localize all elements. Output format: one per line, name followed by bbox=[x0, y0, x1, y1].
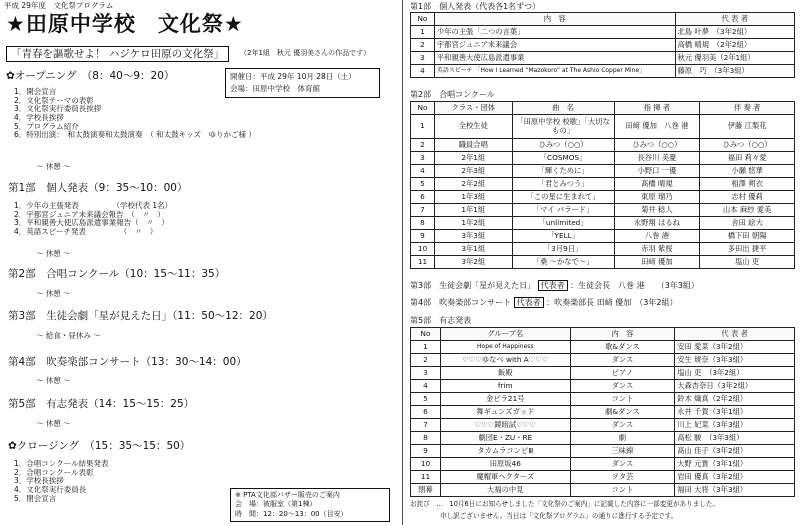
rest-label: ～ 休憩 ～ bbox=[36, 376, 71, 385]
cell: 8 bbox=[411, 217, 435, 230]
r-part2-heading: 第2部 合唱コンクール bbox=[410, 90, 495, 99]
cell: 多田出 捷平 bbox=[700, 243, 795, 256]
cell: 2 bbox=[411, 139, 435, 152]
table-row bbox=[411, 367, 795, 380]
pta-bazaar-box bbox=[230, 488, 390, 522]
cell: 7 bbox=[411, 419, 441, 432]
col-header: No bbox=[411, 102, 435, 115]
table-row bbox=[411, 484, 795, 497]
cell: 藤原 巧 （3年3組） bbox=[675, 65, 795, 78]
rest-label: ～ 休憩 ～ bbox=[36, 162, 71, 171]
cell: ♡♡♡ゆなぺ with A♡♡♡ bbox=[440, 354, 570, 367]
part2-heading: 第2部 合唱コンクール（10：15～11：35） bbox=[8, 268, 226, 280]
individual-table bbox=[410, 12, 795, 78]
cell: 8 bbox=[411, 432, 441, 445]
cell: 1年2組 bbox=[434, 217, 512, 230]
cell: 小瀬 悠華 bbox=[700, 165, 795, 178]
col-header: 内 容 bbox=[434, 13, 675, 26]
table-row bbox=[411, 65, 795, 78]
list-item: 3．平和親善大使広島派遣事業報告（ 〃 ） bbox=[14, 218, 169, 228]
cell: 田﨑 優加 八巻 港 bbox=[614, 115, 700, 139]
cell: 6 bbox=[411, 191, 435, 204]
col-header: クラス・団体 bbox=[434, 102, 512, 115]
list-item: 4．英語スピーチ発表 （ 〃 ） bbox=[14, 226, 158, 236]
table-row bbox=[411, 341, 795, 354]
cell: コント bbox=[570, 393, 675, 406]
cell: 飯殿 bbox=[440, 367, 570, 380]
cell: ひみつ（○○） bbox=[700, 139, 795, 152]
cell: 少年の主張「二つの言葉」 bbox=[434, 26, 675, 39]
col-header: 曲 名 bbox=[512, 102, 614, 115]
cell: 髙橋 晴規 bbox=[614, 178, 700, 191]
rest-label: ～ 休憩 ～ bbox=[36, 249, 71, 258]
cell: タカムラコンビⅢ bbox=[440, 445, 570, 458]
cell: ダンス bbox=[570, 419, 675, 432]
r-part4-value: ：吹奏楽部長 田﨑 優加 （3年2組） bbox=[546, 298, 678, 307]
cell: 2 bbox=[411, 354, 441, 367]
cell: 志村 優莉 bbox=[700, 191, 795, 204]
table-row bbox=[411, 230, 795, 243]
page-title: ★田原中学校 文化祭★ bbox=[6, 12, 244, 36]
table-row bbox=[411, 406, 795, 419]
cell: 福田 莉々愛 bbox=[700, 152, 795, 165]
cell: 「この星に生まれて」 bbox=[512, 191, 614, 204]
cell: 相澤 朔衣 bbox=[700, 178, 795, 191]
r-part3-label: 第3部 生徒会劇「星が見えた日」 bbox=[410, 281, 536, 290]
cell: ダンス bbox=[570, 380, 675, 393]
cell: 3 bbox=[411, 152, 435, 165]
cell: 「田原中学校 校歌」「大切なもの」 bbox=[512, 115, 614, 139]
column-divider bbox=[402, 0, 403, 525]
r-part4-label: 第4部 吹奏楽部コンサート bbox=[410, 298, 512, 307]
cell: 1年1組 bbox=[434, 204, 512, 217]
cell: 舎田 絵大 bbox=[700, 217, 795, 230]
cell: 山本 麻紗 愛美 bbox=[700, 204, 795, 217]
cell: 小野口 一優 bbox=[614, 165, 700, 178]
table-row bbox=[411, 432, 795, 445]
cell: 4 bbox=[411, 380, 441, 393]
cell: 大森杏奈日（3年2組） bbox=[675, 380, 795, 393]
representative-tag: 代表者 bbox=[514, 297, 544, 308]
cell: 菊井 稔人 bbox=[614, 204, 700, 217]
list-item: 1．開会宣言 bbox=[14, 87, 57, 96]
cell: 大野 元貴（3年1組） bbox=[675, 458, 795, 471]
closing-heading: ✿クロージング （15：35～15：50） bbox=[8, 440, 191, 452]
cell: 「マイ バラード」 bbox=[512, 204, 614, 217]
cell: 長谷川 美憂 bbox=[614, 152, 700, 165]
r-part3-line bbox=[410, 281, 699, 290]
cell: 鈴木 熾真（2年2組） bbox=[675, 393, 795, 406]
cell: 「unlimited」 bbox=[512, 217, 614, 230]
cell: 2年2組 bbox=[434, 178, 512, 191]
cell: 閉幕 bbox=[411, 484, 441, 497]
table-row bbox=[411, 115, 795, 139]
list-item: 2．合唱コンクール表彰 bbox=[14, 467, 94, 477]
cell: 全校生徒 bbox=[434, 115, 512, 139]
cell: 大福の中見 bbox=[440, 484, 570, 497]
bazaar-place: 会 場：被服室（第1棟） bbox=[235, 500, 317, 509]
cell: 田﨑 優加 bbox=[614, 256, 700, 269]
cell: 劇 bbox=[570, 432, 675, 445]
cell: frim bbox=[440, 380, 570, 393]
cell: 八巻 港 bbox=[614, 230, 700, 243]
cell: 劇&ダンス bbox=[570, 406, 675, 419]
cell: 10 bbox=[411, 243, 435, 256]
cell: 3 bbox=[411, 367, 441, 380]
cell: 「3月9日」 bbox=[512, 243, 614, 256]
cell: 歌&ダンス bbox=[570, 341, 675, 354]
cell: 3年1組 bbox=[434, 243, 512, 256]
col-header: 代 表 者 bbox=[675, 328, 795, 341]
table-row bbox=[411, 139, 795, 152]
cell: 安生 琥奈（3年3組） bbox=[675, 354, 795, 367]
table-row bbox=[411, 380, 795, 393]
cell: 5 bbox=[411, 393, 441, 406]
cell: 2年1組 bbox=[434, 152, 512, 165]
cell: ひみつ（○○） bbox=[614, 139, 700, 152]
table-row bbox=[411, 471, 795, 484]
col-header: 指 揮 者 bbox=[614, 102, 700, 115]
cell: 東原 瑠乃 bbox=[614, 191, 700, 204]
cell: 高松 駿 （3年3組） bbox=[675, 432, 795, 445]
table-row bbox=[411, 39, 795, 52]
table-row bbox=[411, 152, 795, 165]
cell: 川上 妃菜（3年3組） bbox=[675, 419, 795, 432]
part1-list bbox=[14, 202, 172, 237]
cell: 2 bbox=[411, 39, 435, 52]
cell: 7 bbox=[411, 204, 435, 217]
cell: 6 bbox=[411, 406, 441, 419]
cell: 「輝くために」 bbox=[512, 165, 614, 178]
apology-note-2: 申し訳ございません。当日は「文化祭プログラム」の通りに進行する予定です。 bbox=[440, 512, 678, 520]
cell: 三味線 bbox=[570, 445, 675, 458]
table-row bbox=[411, 243, 795, 256]
table-row bbox=[411, 217, 795, 230]
cell: 「COSMOS」 bbox=[512, 152, 614, 165]
cell: 9 bbox=[411, 230, 435, 243]
list-item: 5．閉会宣言 bbox=[14, 493, 57, 503]
r-part5-heading: 第5部 有志発表 bbox=[410, 316, 472, 325]
cell: 「桑 ～かなで～」 bbox=[512, 256, 614, 269]
cell: 4 bbox=[411, 65, 435, 78]
rest-label: ～ 給食・昼休み ～ bbox=[36, 331, 101, 340]
cell: ヲタ芸 bbox=[570, 471, 675, 484]
cell: 髙山 佳子（3年2組） bbox=[675, 445, 795, 458]
cell: 永井 千賀（3年1組） bbox=[675, 406, 795, 419]
table-row bbox=[411, 354, 795, 367]
list-item: 3．学校長挨拶 bbox=[14, 476, 64, 486]
cell: 橋下田 朝陽 bbox=[700, 230, 795, 243]
table-row bbox=[411, 52, 795, 65]
table-row bbox=[411, 191, 795, 204]
cell: 塩山 吏 bbox=[700, 256, 795, 269]
table-row bbox=[411, 419, 795, 432]
event-date: 開催日：平成 29年 10月 28日（土） bbox=[230, 72, 356, 81]
program-year-label: 平成 29年度 文化祭プログラム bbox=[4, 1, 114, 10]
cell: 3年2組 bbox=[434, 256, 512, 269]
list-item: 4．学校長挨拶 bbox=[14, 112, 64, 122]
cell: 11 bbox=[411, 256, 435, 269]
cell: 田原坂46 bbox=[440, 458, 570, 471]
opening-heading: ✿オープニング （8：40～9：20） bbox=[6, 70, 175, 82]
cell: 塩山 吏 （3年2組） bbox=[675, 367, 795, 380]
cell: 魔帽軍ヘクターズ bbox=[440, 471, 570, 484]
r-part3-value: ：生徒会長 八巻 港 （3年3組） bbox=[570, 281, 699, 290]
cell: 福田 大将（3年3組） bbox=[675, 484, 795, 497]
cell: ダンス bbox=[570, 458, 675, 471]
cell: 「君とみつう」 bbox=[512, 178, 614, 191]
table-row bbox=[411, 204, 795, 217]
table-row bbox=[411, 165, 795, 178]
list-item: 3．文化祭実行委員長挨拶 bbox=[14, 104, 102, 114]
bazaar-title: ※ PTA文化部バザー販売のご案内 bbox=[235, 491, 340, 499]
table-row bbox=[411, 458, 795, 471]
cell: 赤羽 紫桜 bbox=[614, 243, 700, 256]
cell: 10 bbox=[411, 458, 441, 471]
cell: ひみつ（○○） bbox=[512, 139, 614, 152]
list-item: 2．宇都宮ジュニア未来議会報告 （ 〃 ） bbox=[14, 209, 165, 219]
apology-note-1: お詫び … 10月6日にお知らせしました「文化祭のご案内」に記載した内容に一部変更がありました。 bbox=[410, 500, 720, 508]
cell: 英語スピーチ 「How I Learned “Mazokoro” at The Ashio Copper Mine」 bbox=[434, 65, 675, 78]
cell: 2年3組 bbox=[434, 165, 512, 178]
cell: コント bbox=[570, 484, 675, 497]
r-part4-line bbox=[410, 298, 677, 307]
table-row bbox=[411, 445, 795, 458]
cell: ダンス bbox=[570, 354, 675, 367]
col-header: No bbox=[411, 328, 441, 341]
cell: 高橋 晴規 （2年2組） bbox=[675, 39, 795, 52]
cell: 平和親善大使広島派遣事業 bbox=[434, 52, 675, 65]
part5-heading: 第5部 有志発表（14：15～15：25） bbox=[8, 398, 195, 410]
cell: 「YELL」 bbox=[512, 230, 614, 243]
part1-heading: 第1部 個人発表（9：35～10：00） bbox=[8, 182, 188, 194]
cell: 9 bbox=[411, 445, 441, 458]
cell: 岩田 優真（3年2組） bbox=[675, 471, 795, 484]
part3-heading: 第3部 生徒会劇「星が見えた日」（11：50～12：20） bbox=[8, 310, 273, 322]
cell: 宇都宮ジュニア未来議会 bbox=[434, 39, 675, 52]
event-venue: 会場：田原中学校 体育館 bbox=[230, 84, 320, 93]
cell: 3年3組 bbox=[434, 230, 512, 243]
cell: Hope of Happiness bbox=[440, 341, 570, 354]
col-header: 代 表 者 bbox=[675, 13, 795, 26]
cell: 劇団E・ZU・RE bbox=[440, 432, 570, 445]
col-header: 内 容 bbox=[570, 328, 675, 341]
col-header: グループ名 bbox=[440, 328, 570, 341]
rest-label: ～ 休憩 ～ bbox=[36, 289, 71, 298]
closing-list bbox=[14, 460, 108, 503]
cell: 北島 叶夢 （3年2組） bbox=[675, 26, 795, 39]
list-item: 6．特別出演： 和太鼓演奏和太鼓演奏 （ 和太鼓キッズ ゆりかご様 ） bbox=[14, 130, 256, 140]
table-row bbox=[411, 178, 795, 191]
cell: 安田 愛菜（3年2組） bbox=[675, 341, 795, 354]
cell: 職員合唱 bbox=[434, 139, 512, 152]
cell: 5 bbox=[411, 178, 435, 191]
cell: 永野翔 はるね bbox=[614, 217, 700, 230]
table-row bbox=[411, 393, 795, 406]
cell: 1 bbox=[411, 341, 441, 354]
list-item: 1．合唱コンクール結果発表 bbox=[14, 459, 109, 468]
r-part1-heading: 第1部 個人発表（代表各1名ずつ） bbox=[410, 2, 541, 11]
cell: 秋元 優羽美（2年1組） bbox=[675, 52, 795, 65]
volunteer-table bbox=[410, 327, 795, 497]
cell: 1 bbox=[411, 115, 435, 139]
cell: 1 bbox=[411, 26, 435, 39]
part4-heading: 第4部 吹奏楽部コンサート（13：30～14：00） bbox=[8, 356, 247, 368]
slogan-credit: （2年1組 秋元 優羽美さんの作品です） bbox=[240, 49, 371, 57]
festival-slogan: 「青春を謳歌せよ！ ハジケロ田原の文化祭」 bbox=[6, 46, 229, 62]
cell: 11 bbox=[411, 471, 441, 484]
chorus-table bbox=[410, 101, 795, 269]
cell: 伊藤 江梨花 bbox=[700, 115, 795, 139]
list-item: 1．少年の主張発表 （学校代表 1名） bbox=[14, 201, 173, 210]
opening-list bbox=[14, 88, 256, 140]
rest-label: ～ 休憩 ～ bbox=[36, 419, 71, 428]
cell: 1年3組 bbox=[434, 191, 512, 204]
cell: ♡♡♡鏡暗試♡♡♡ bbox=[440, 419, 570, 432]
cell: 4 bbox=[411, 165, 435, 178]
list-item: 2．文化祭テーマの表彰 bbox=[14, 95, 94, 105]
representative-tag: 代表者 bbox=[538, 280, 568, 291]
table-row bbox=[411, 26, 795, 39]
col-header: No bbox=[411, 13, 435, 26]
cell: 舞ギュンズガッド bbox=[440, 406, 570, 419]
list-item: 5．プログラム紹介 bbox=[14, 121, 79, 131]
table-row bbox=[411, 256, 795, 269]
cell: 金ピラ21号 bbox=[440, 393, 570, 406]
cell: 3 bbox=[411, 52, 435, 65]
cell: ピアノ bbox=[570, 367, 675, 380]
bazaar-time: 時 間：12：20～13：00（目安） bbox=[235, 509, 348, 518]
list-item: 4．文化祭実行委員長 bbox=[14, 484, 87, 494]
col-header: 伴 奏 者 bbox=[700, 102, 795, 115]
